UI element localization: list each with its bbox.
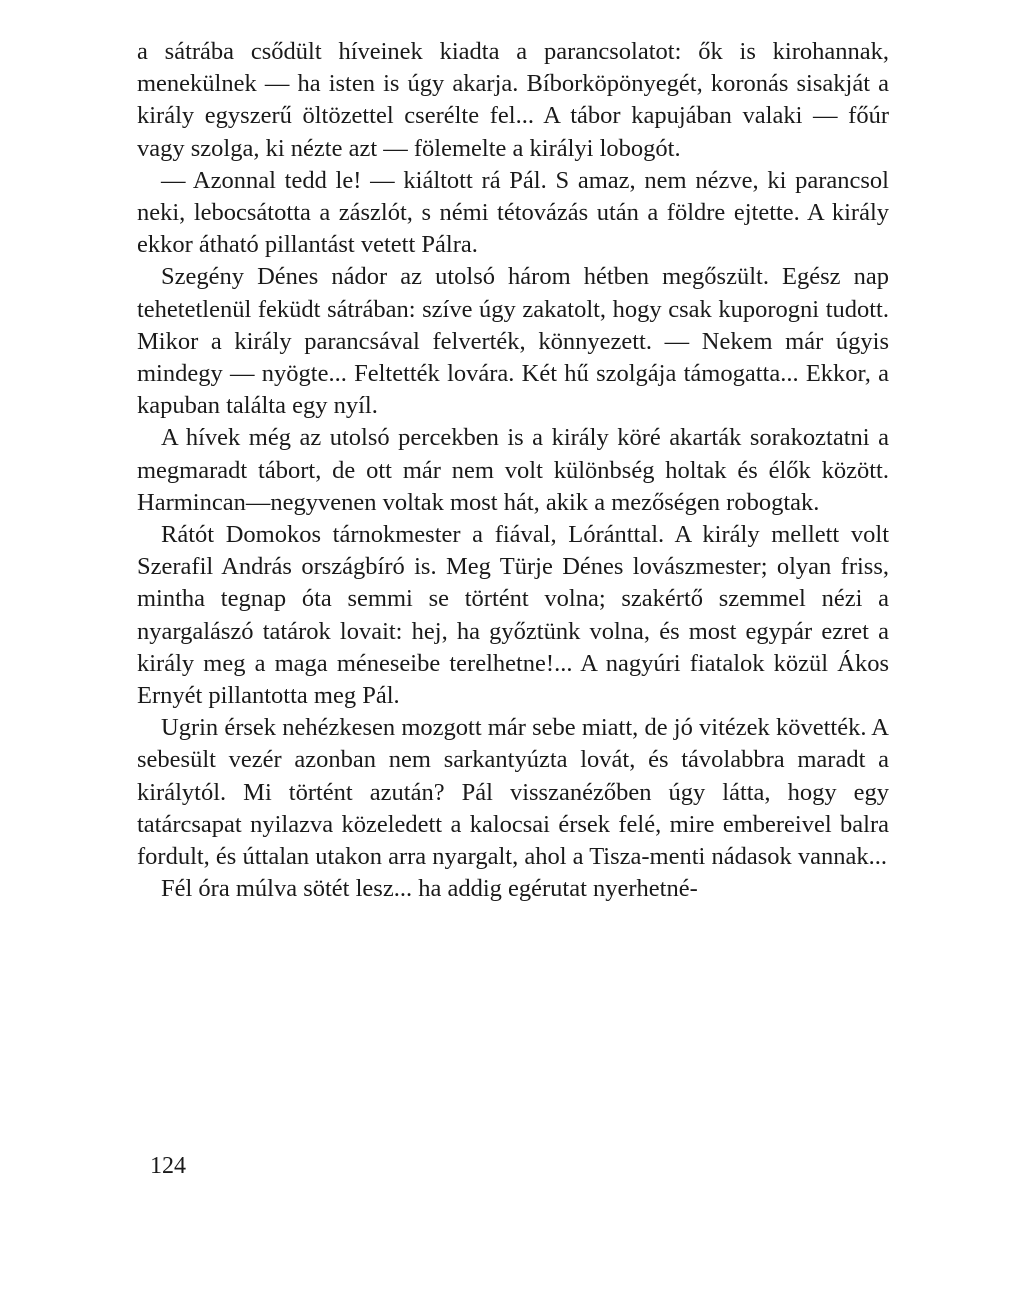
page-number: 124 [150,1153,186,1179]
paragraph-5: Rátót Domokos tárnokmester a fiával, Lóránttal. A király mellett volt Szerafil András országbíró is. Meg Türje Dénes lovászmester; olyan friss, mintha tegnap óta semmi se történt volna; szakértő szemmel nézi a nyargalászó tatárok lovait: hej, ha győztünk volna, és most egypár ezret a király meg a maga méneseibe terelhetne!... A nagyúri fiatalok közül Ákos Ernyét pillantotta meg Pál. [137,521,889,710]
paragraph-6: Ugrin érsek nehézkesen mozgott már sebe miatt, de jó vitézek követték. A sebesült vezér azonban nem sarkantyúzta lovát, és távolabbra maradt a királytól. Mi történt azután? Pál visszanézőben úgy látta, hogy egy tatárcsapat nyilazva közeledett a kalocsai érsek felé, mire embereivel balra fordult, és úttalan utakon arra nyargalt, ahol a Tisza-menti nádasok vannak... [137,714,889,871]
paragraph-1: a sátrába csődült híveinek kiadta a parancsolatot: ők is kirohannak, menekülnek — ha isten is úgy akarja. Bíborköpönyegét, koronás sisakját a király egyszerű öltözettel cserélte fel... A tábor kapujában valaki — főúr vagy szolga, ki nézte azt — fölemelte a királyi lobogót. [137,38,889,162]
paragraph-4: A hívek még az utolsó percekben is a király köré akarták sorakoztatni a megmaradt tábort, de ott már nem volt különbség holtak és élők között. Harmincan—negyvenen voltak most hát, akik a mezőségen robogtak. [137,424,889,516]
paragraph-2: — Azonnal tedd le! — kiáltott rá Pál. S amaz, nem nézve, ki parancsol neki, lebocsátotta a zászlót, s némi tétovázás után a földre ejtette. A király ekkor átható pillantást vetett Pálra. [137,166,889,259]
paragraph-7: Fél óra múlva sötét lesz... ha addig egérutat nyerhetné- [161,875,698,903]
body-text [137,36,889,905]
paragraph-3: Szegény Dénes nádor az utolsó három hétben megőszült. Egész nap tehetetlenül feküdt sátrában: szíve úgy zakatolt, hogy csak kuporogni tudott. Mikor a király parancsával felverték, könnyezett. — Nekem már úgyis mindegy — nyögte... Feltették lovára. Két hű szolgája támogatta... Ekkor, a kapuban találta egy nyíl. [137,263,889,420]
